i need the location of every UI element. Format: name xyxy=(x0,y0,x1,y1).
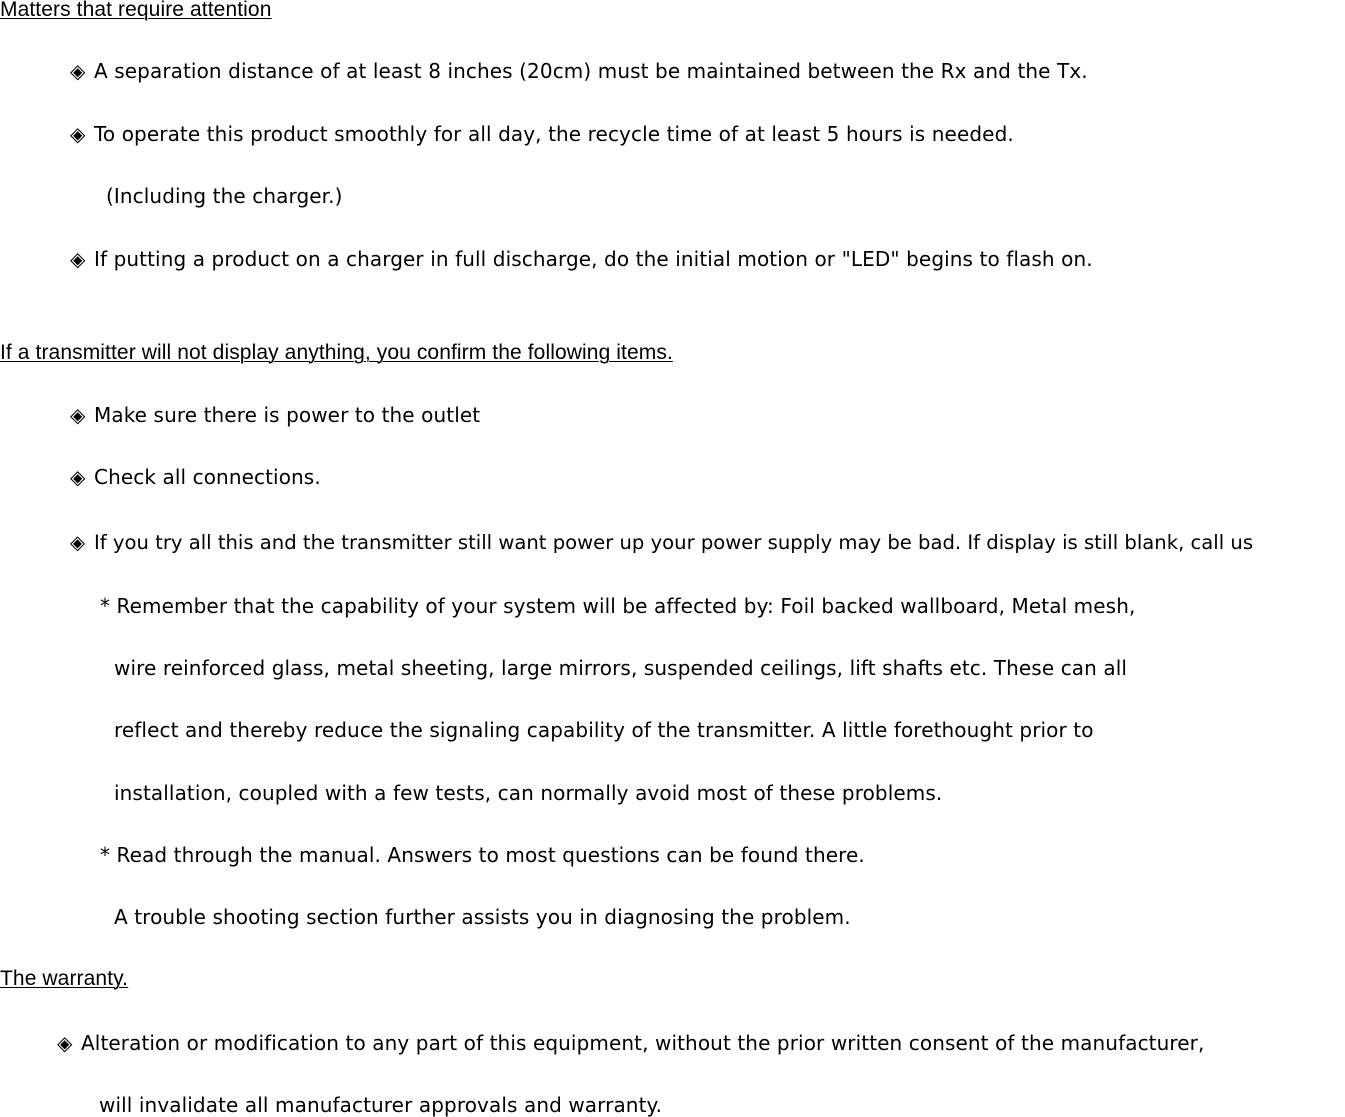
diamond-bullet-icon: ◈ xyxy=(70,531,86,554)
note-1-line-2: wire reinforced glass, metal sheeting, large mirrors, suspended ceilings, lift shafts etc. These can all xyxy=(114,656,1128,680)
warranty-item-1-text: Alteration or modification to any part of this equipment, without the prior written consent of the manufacturer, xyxy=(81,1031,1205,1055)
diamond-bullet-icon: ◈ xyxy=(70,247,86,271)
attention-heading: Matters that require attention xyxy=(0,0,272,21)
attention-item-2 xyxy=(70,122,1014,146)
note-2-line-2: A trouble shooting section further assists you in diagnosing the problem. xyxy=(114,905,851,929)
attention-item-1 xyxy=(70,59,1088,83)
attention-item-2-continuation: (Including the charger.) xyxy=(106,184,343,208)
diamond-bullet-icon: ◈ xyxy=(70,465,86,489)
transmitter-heading: If a transmitter will not display anything, you confirm the following items. xyxy=(0,341,673,364)
warranty-item-1-continuation: will invalidate all manufacturer approvals and warranty. xyxy=(99,1093,663,1117)
note-1-line-3: reflect and thereby reduce the signaling capability of the transmitter. A little forethought prior to xyxy=(114,718,1094,742)
attention-item-2-text: To operate this product smoothly for all day, the recycle time of at least 5 hours is needed. xyxy=(94,122,1014,146)
transmitter-item-2-text: Check all connections. xyxy=(94,465,321,489)
diamond-bullet-icon: ◈ xyxy=(70,59,86,83)
warranty-item-1 xyxy=(57,1031,1204,1055)
diamond-bullet-icon: ◈ xyxy=(57,1031,73,1055)
note-2-line-1: * Read through the manual. Answers to most questions can be found there. xyxy=(100,843,865,867)
note-1-line-1: * Remember that the capability of your system will be affected by: Foil backed wallboard, Metal mesh, xyxy=(100,594,1136,618)
transmitter-item-1-text: Make sure there is power to the outlet xyxy=(94,403,481,427)
transmitter-item-1 xyxy=(70,403,480,427)
transmitter-item-2 xyxy=(70,465,321,489)
attention-item-1-text: A separation distance of at least 8 inches (20cm) must be maintained between the Rx and the Tx. xyxy=(94,59,1088,83)
warranty-heading: The warranty. xyxy=(0,967,129,990)
diamond-bullet-icon: ◈ xyxy=(70,122,86,146)
transmitter-item-3 xyxy=(70,531,1253,555)
diamond-bullet-icon: ◈ xyxy=(70,403,86,427)
attention-item-3 xyxy=(70,247,1093,271)
transmitter-item-3-text: If you try all this and the transmitter still want power up your power supply may be bad. If display is still blank, call us xyxy=(94,531,1254,554)
note-1-line-4: installation, coupled with a few tests, can normally avoid most of these problems. xyxy=(114,781,943,805)
attention-item-3-text: If putting a product on a charger in full discharge, do the initial motion or "LED" begins to flash on. xyxy=(94,247,1093,271)
